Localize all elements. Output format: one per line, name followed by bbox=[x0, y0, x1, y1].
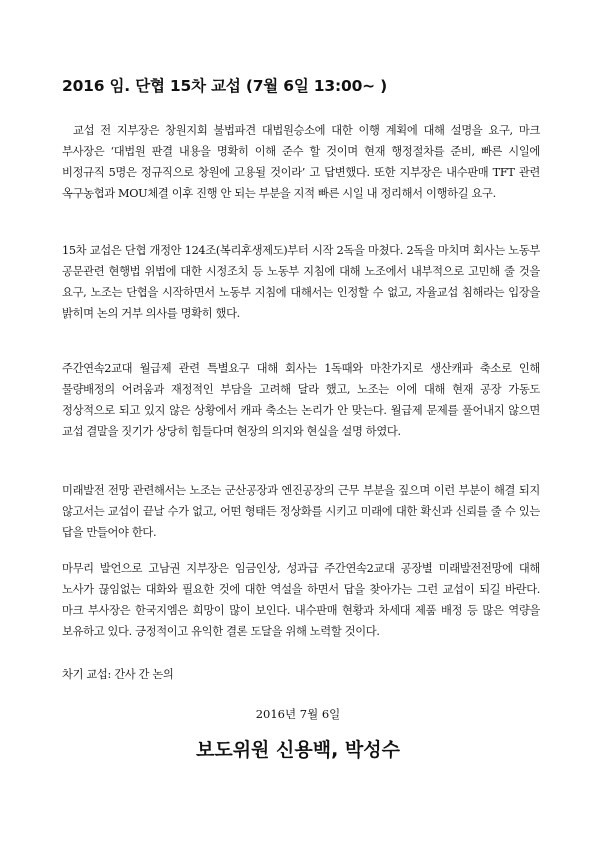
paragraph-closing-remarks: 마무리 발언으로 고남권 지부장은 임금인상, 성과급 주간연속2교대 공장별 미래발전전망에 대해 노사가 끊임없는 대화와 필요한 것에 대한 역설을 하면서 답을 찾아가는 그런 교섭이 되길 바란다. 마크 부사장은 한국지엠은 희망이 많이 보인다. 내수판매 현황과 차세대 제품 배정 등 많은 역량을 보유하고 있다. 긍정적이고 유익한 결론 도달을 위해 노력할 것이다. bbox=[62, 562, 540, 638]
paragraph-monthly-wage: 주간연속2교대 월급제 관련 특별요구 대해 회사는 1독때와 마찬가지로 생산캐파 축소로 인해 물량배정의 어려움과 재정적인 부담을 고려해 달라 했고, 노조는 이에 대해 현재 공장 가동도 정상적으로 되고 있지 않은 상황에서 캐파 축소는 논리가 안 맞는다. 월급제 문제를 풀어내지 않으면 교섭 결말을 짓기가 상당히 힘들다며 현장의 의지와 현실을 설명 하였다. bbox=[62, 362, 540, 438]
document-title: 2016 임. 단협 15차 교섭 (7월 6일 13:00~ ) bbox=[62, 77, 388, 95]
reporter-signature: 보도위원 신용백, 박성수 bbox=[196, 739, 400, 761]
paragraph-negotiation-preface: 교섭 전 지부장은 창원지회 불법파견 대법원승소에 대한 이행 계획에 대해 설명을 요구, 마크 부사장은 ‘대법원 판결 내용을 명확히 이해 준수 할 것이며 현재 행정절차를 준비, 빠른 시일에 비정규직 5명은 정규직으로 창원에 고용될 것이라’ 고 답변했다. 또한 지부장은 내수판매 TFT 관련 옥구농협과 MOU체결 이후 진행 안 되는 부분을 지적 빠른 시일 내 정리해서 이행하길 요구. bbox=[62, 124, 540, 200]
paragraph-future-outlook: 미래발전 전망 관련해서는 노조는 군산공장과 엔진공장의 근무 부분을 짚으며 이런 부분이 해결 되지 않고서는 교섭이 끝날 수가 없고, 어떤 형태든 정상화를 시키고 미래에 대한 확신과 신뢰를 줄 수 있는 답을 만들어야 한다. bbox=[62, 484, 540, 539]
paragraph-next-negotiation: 차기 교섭: 간사 간 논의 bbox=[62, 668, 174, 681]
paragraph-15th-negotiation: 15차 교섭은 단협 개정안 124조(복리후생제도)부터 시작 2독을 마쳤다. 2독을 마치며 회사는 노동부 공문관련 현행법 위법에 대한 시정조치 등 노동부 지침에 대해 노조에서 내부적으로 고민해 줄 것을 요구, 노조는 단협을 시작하면서 노동부 지침에 대해서는 인정할 수 없고, 자율교섭 침해라는 입장을 밝히며 논의 거부 의사를 명확히 했다. bbox=[62, 244, 540, 320]
document-date: 2016년 7월 6일 bbox=[255, 707, 341, 721]
